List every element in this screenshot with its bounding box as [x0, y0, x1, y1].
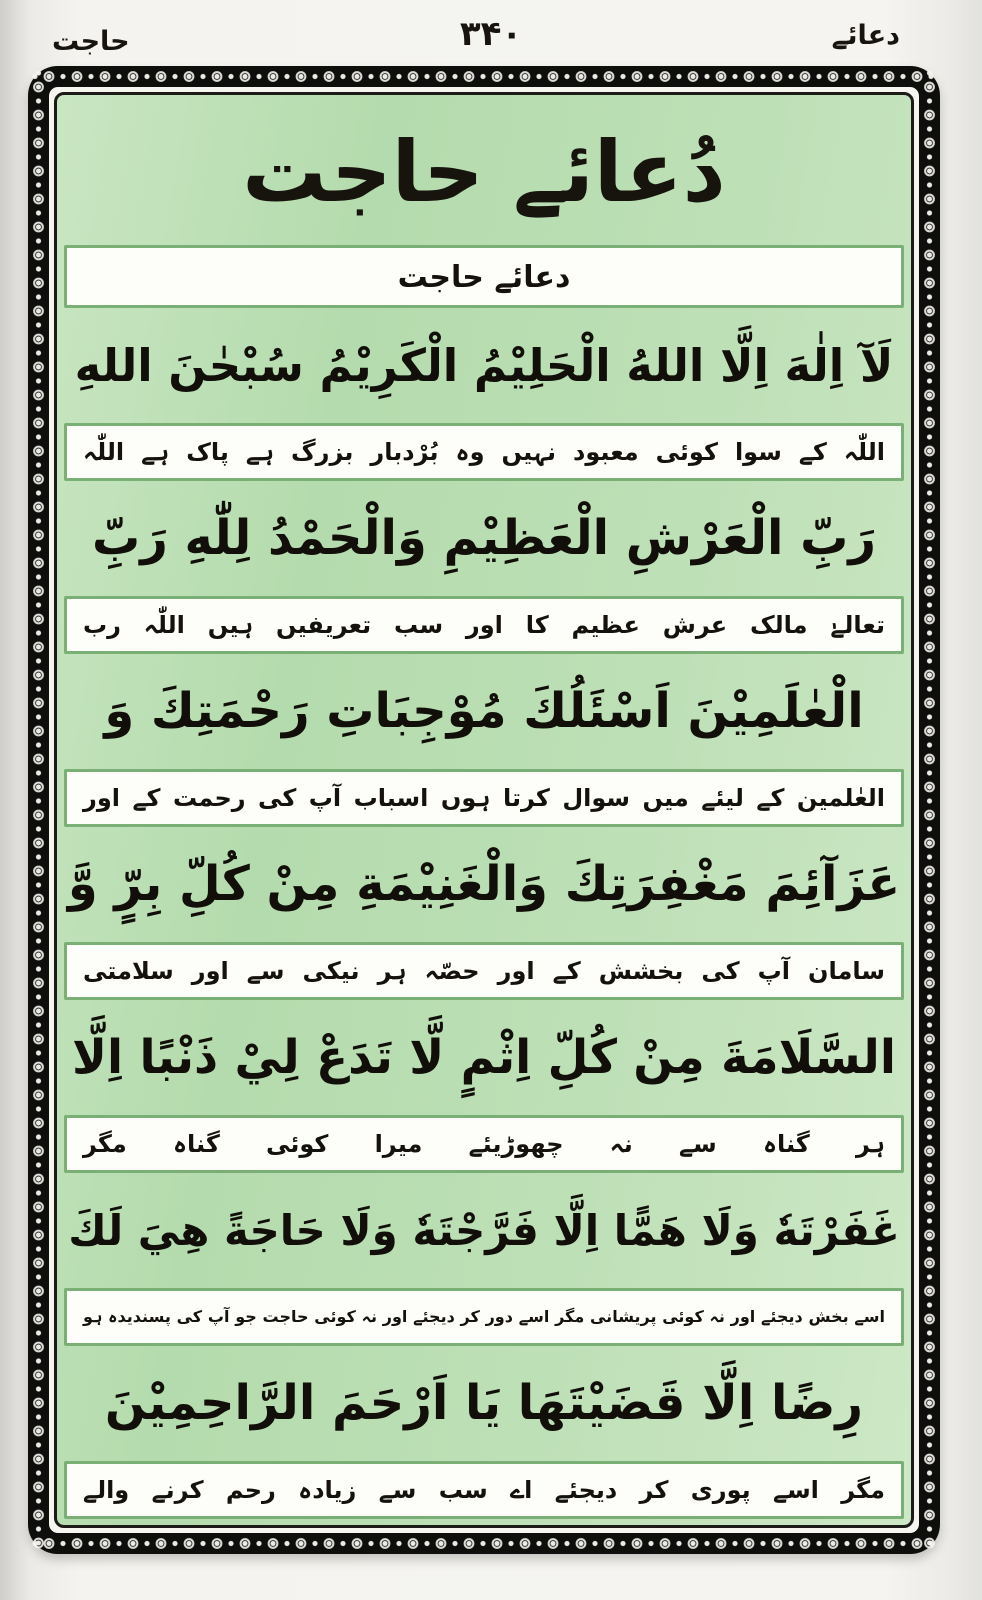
ornamental-frame [28, 66, 940, 1554]
urdu-translation-strip: ہر گناہ سے نہ چھوڑیئے میرا کوئی گناہ مگر [64, 1115, 904, 1173]
dua-title: دُعائے حاجت [242, 123, 726, 221]
dua-lines [63, 310, 905, 1521]
urdu-translation-strip: العٰلمین کے لیئے میں سوال کرتا ہوں اسباب آپ کی رحمت کے اور [64, 769, 904, 827]
arabic-text-line: الْعٰلَمِيْنَ اَسْئَلُكَ مُوْجِبَاتِ رَحْمَتِكَ وَ [104, 683, 864, 739]
arabic-text-line: لَآ اِلٰهَ اِلَّا اللهُ الْحَلِيْمُ الْكَرِيْمُ سُبْحٰنَ اللهِ [74, 339, 894, 392]
arabic-text-line: رِضًا اِلَّا قَضَيْتَهَا يَا اَرْحَمَ الرَّاحِمِيْنَ [104, 1375, 864, 1431]
header-topic-left: حاجت [52, 26, 130, 57]
content-area [54, 92, 914, 1528]
arabic-text-line: السَّلَامَةَ مِنْ كُلِّ اِثْمٍ لَّا تَدَعْ لِيْ ذَنْبًا اِلَّا [72, 1030, 896, 1085]
scrollwork-border-left [28, 66, 49, 1554]
scrollwork-border-right [919, 66, 940, 1554]
header-topic-right: دعائے [831, 20, 900, 51]
urdu-translation-strip: مگر اسے پوری کر دیجئے اے سب سے زیادہ رحم کرنے والے [64, 1461, 904, 1519]
subtitle-strip: دعائے حاجت [64, 245, 904, 308]
page-number: ۳۴۰ [459, 14, 523, 54]
arabic-text-line: رَبِّ الْعَرْشِ الْعَظِيْمِ وَالْحَمْدُ لِلّٰهِ رَبِّ [91, 510, 877, 566]
arabic-text-line: غَفَرْتَهٗ وَلَا هَمًّا اِلَّا فَرَّجْتَهٗ وَلَا حَاجَةً هِيَ لَكَ [68, 1206, 900, 1255]
urdu-translation-strip: اللّٰہ کے سوا کوئی معبود نہیں وہ بُرْدبار بزرگ ہے پاک ہے اللّٰہ [64, 423, 904, 481]
scrollwork-border-bottom [28, 1533, 940, 1554]
urdu-translation-strip: اسے بخش دیجئے اور نہ کوئی پریشانی مگر اسے دور کر دیجئے اور نہ کوئی حاجت جو آپ کی پسندیدہ ہو [64, 1288, 904, 1346]
arabic-text-line: عَزَآئِمَ مَغْفِرَتِكَ وَالْغَنِيْمَةِ مِنْ كُلِّ بِرٍّ وَّ [67, 856, 901, 912]
scrollwork-border-top [28, 66, 940, 87]
urdu-translation-strip: تعالےٰ مالک عرش عظیم کا اور سب تعریفیں ہیں اللّٰہ رب [64, 596, 904, 654]
page-header [0, 10, 982, 62]
urdu-translation-strip: سامان آپ کی بخشش کے اور حصّہ ہر نیکی سے اور سلامتی [64, 942, 904, 1000]
